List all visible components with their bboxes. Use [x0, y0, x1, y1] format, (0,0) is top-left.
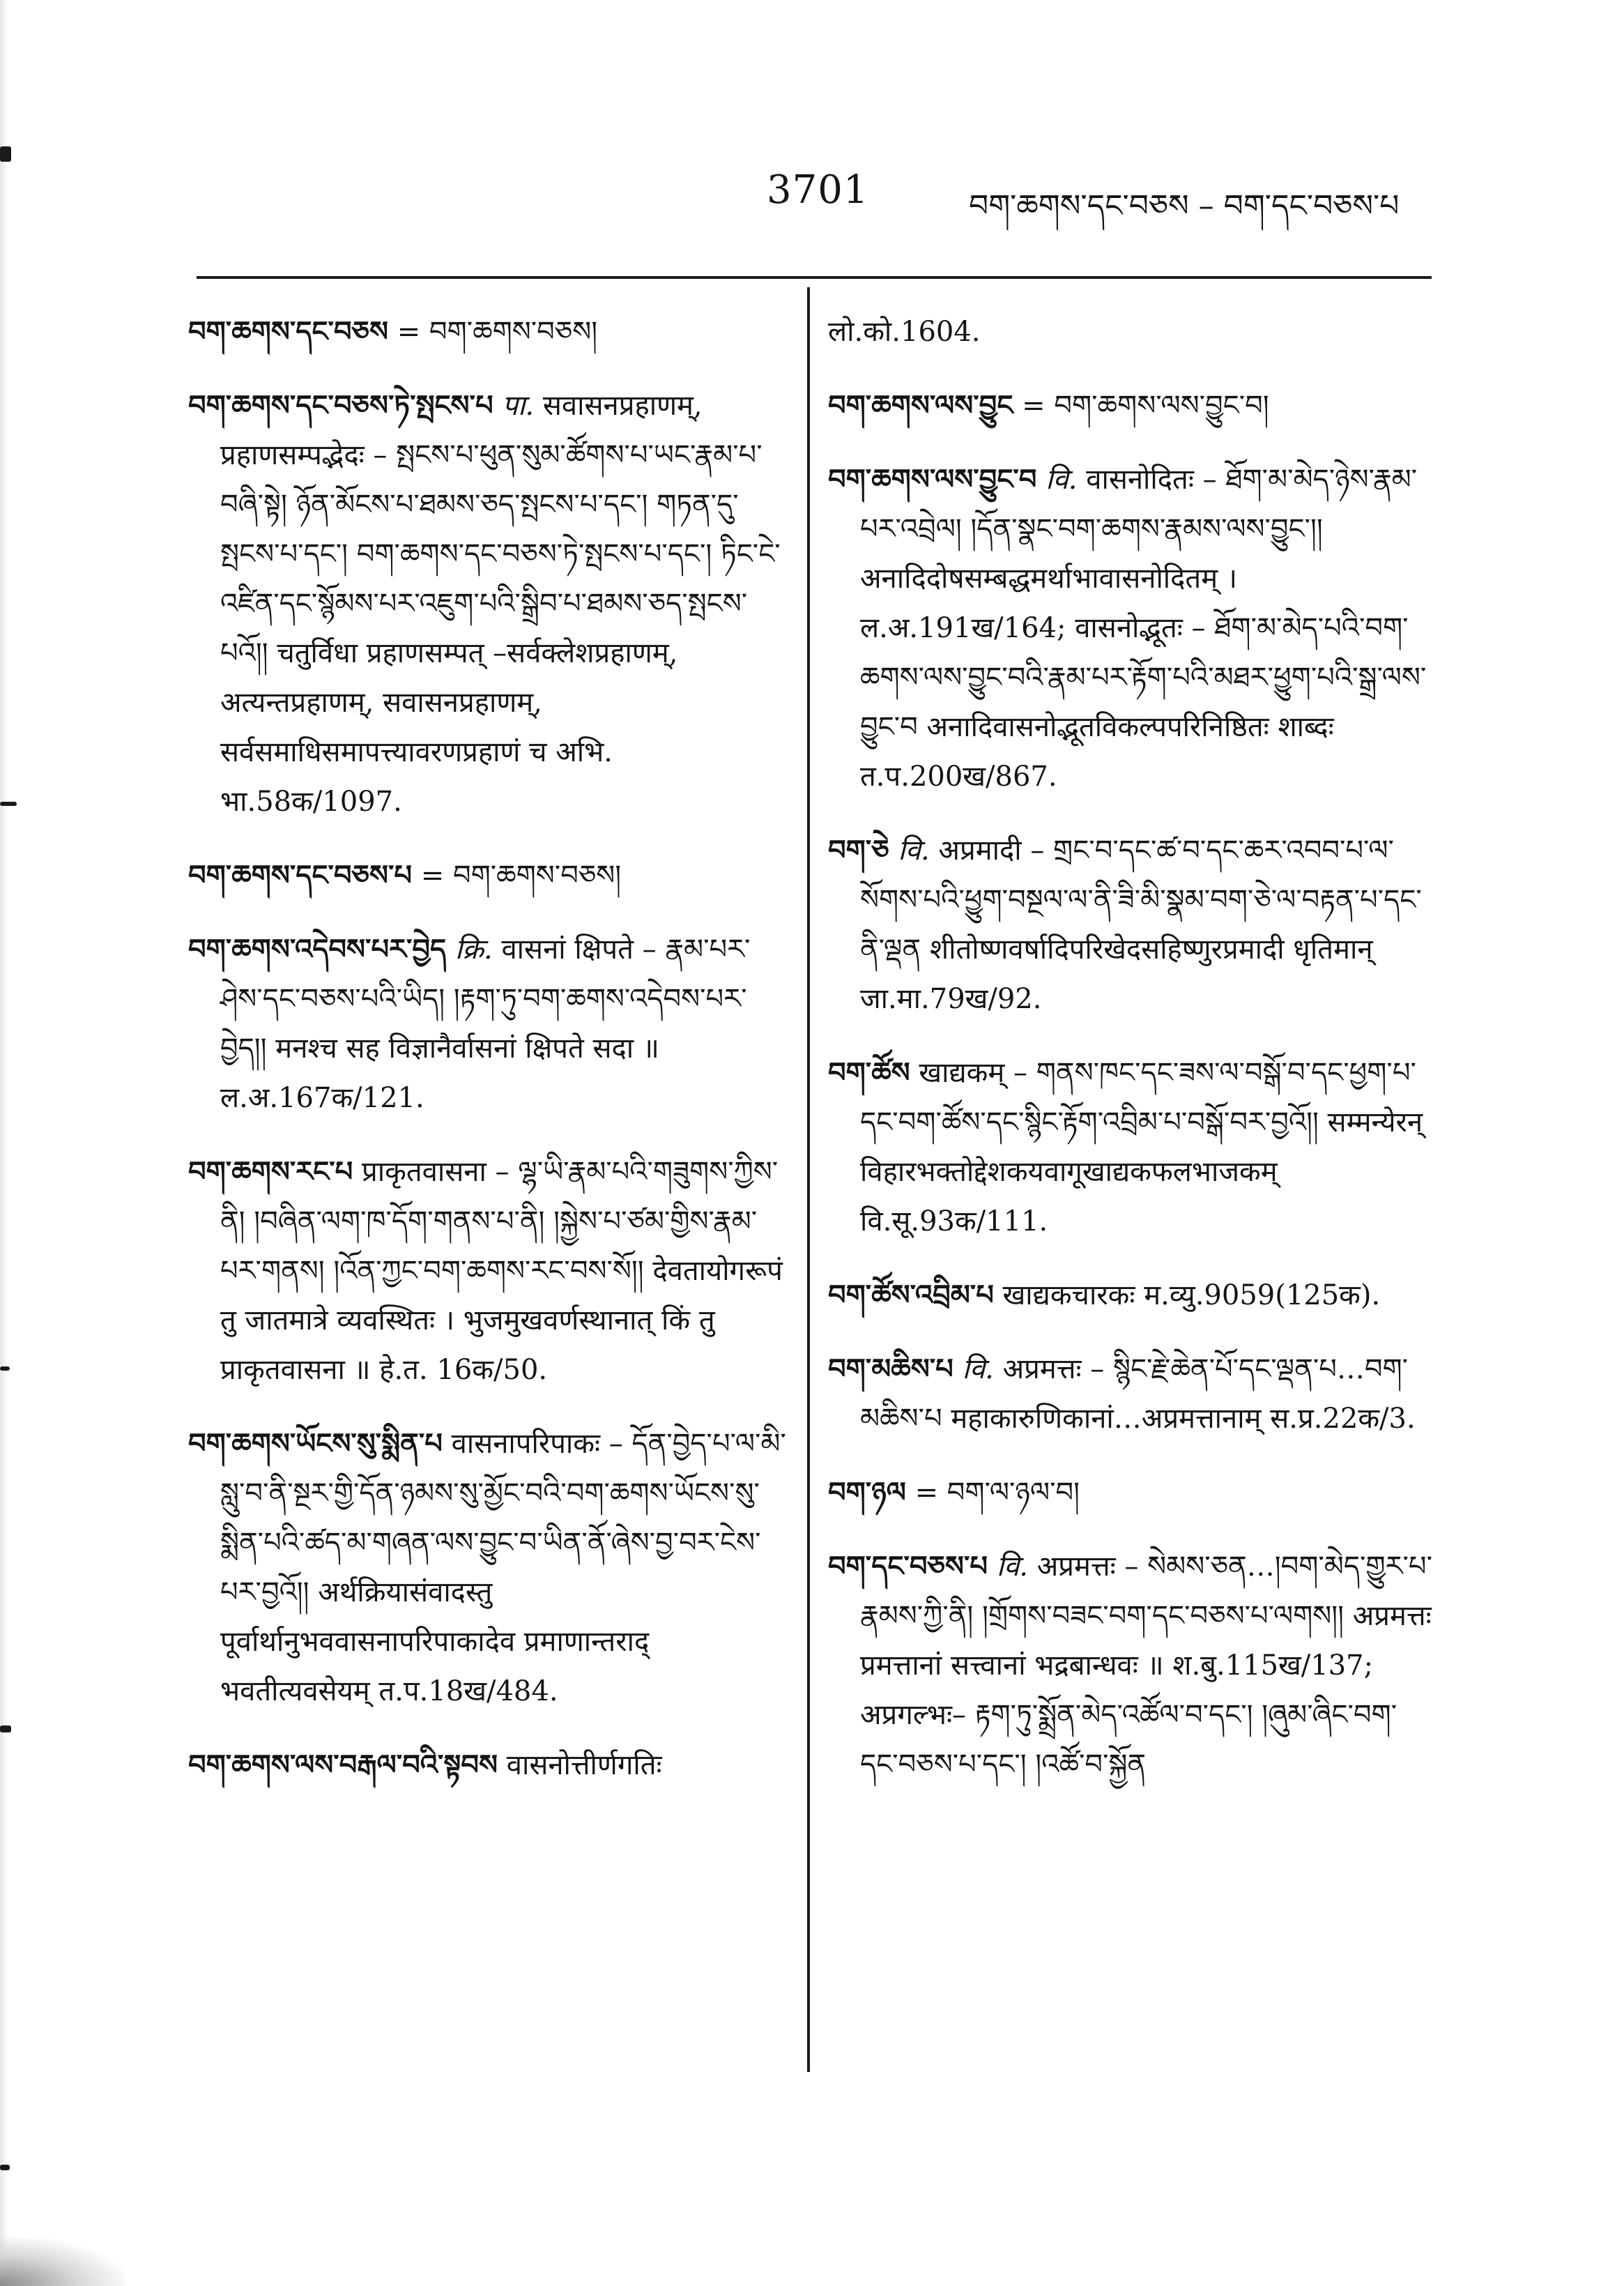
entry-headword: བག་ཉལ — [828, 1476, 906, 1509]
entry-headword: བག་ཆགས་འདེབས་པར་བྱེད — [188, 933, 447, 966]
dictionary-entry — [828, 825, 1434, 1024]
entry-headword: བག་ཆགས་རང་པ — [188, 1155, 353, 1188]
entry-definition: खाद्यकचारकः म.व्यु.9059(125क). — [1002, 1279, 1381, 1311]
dictionary-entry — [188, 307, 788, 357]
dictionary-entry — [188, 1419, 788, 1716]
entry-grammar-tag: क्रि. — [454, 934, 493, 966]
entry-headword: བག་ཆགས་དང་བཅས་ཏེ་སྤངས་པ — [188, 389, 493, 422]
left-column — [188, 307, 788, 1814]
entry-headword: བག་དང་བཅས་པ — [828, 1550, 988, 1583]
entry-headword: བག་ཆགས་དང་བཅས — [188, 315, 388, 348]
entry-definition: अप्रमत्तः – སྙིང་རྗེ་ཆེན་པོ་དང་ལྡན་པ…བག་མཆིས་པ महाकारुणिकानां…अप्रमत्तानाम् स.प्र.22क/3. — [860, 1353, 1416, 1435]
margin-speck — [0, 802, 17, 806]
dictionary-entry — [188, 381, 788, 827]
dictionary-entry — [828, 1048, 1434, 1247]
scan-edge-shading — [0, 0, 8, 2286]
dictionary-entry — [188, 924, 788, 1123]
entry-definition: सवासनप्रहाणम्, प्रहाणसम्पद्भेदः – སྤངས་པ་ཕུན་སུམ་ཚོགས་པ་ཡང་རྣམ་པ་བཞི་སྟེ། ཉོན་མོངས་པ་ཐམས་ཅད་སྤངས་པ་དང༌། གཏན་དུ་སྤངས་པ་དང༌། བག་ཆགས་དང་བཅས་ཏེ་སྤངས་པ་དང༌། ཏིང་ངེ་འཛིན་དང་སྙོམས་པར་འཇུག་པའི་སྒྲིབ་པ་ཐམས་ཅད་སྤངས་པའོ།། चतुर्विधा प्रहाणसम्पत् –सर्वक्लेशप्रहाणम्, अत्यन्तप्रहाणम्, सवासनप्रहाणम्, सर्वसमाधिसमापत्त्यावरणप्रहाणं च अभि. भा.58क/1097. — [220, 390, 781, 818]
entry-definition: अप्रमादी – གྲང་བ་དང་ཚ་བ་དང་ཆར་འབབ་པ་ལ་སོགས་པའི་ཕྱུག་བསྔལ་ལ་ནི་ཟི་མི་སྣམ་བག་ཅེ་ལ་བརྟན་པ་དང་ནི་ལྡན शीतोष्णवर्षादिपरिखेदसहिष्णुरप्रमादी धृतिमान् जा.मा.79ख/92. — [860, 835, 1422, 1015]
entry-definition: = བག་ཆགས་བཅས། — [420, 860, 622, 892]
entry-definition: वासनां क्षिपते – རྣམ་པར་ཤེས་དང་བཅས་པའི་ཡིད། །རྟག་ཏུ་བག་ཆགས་འདེབས་པར་བྱེད།། मनश्च सह विज्ञानैर्वासनां क्षिपते सदा ॥ ल.अ.167क/121. — [220, 934, 751, 1114]
dictionary-entry — [828, 455, 1434, 802]
margin-speck — [0, 1366, 10, 1371]
page-number: 3701 — [767, 167, 869, 213]
dictionary-entry — [828, 1270, 1434, 1320]
margin-speck — [0, 1725, 11, 1732]
page-header — [0, 162, 1624, 224]
entry-grammar-tag: वि. — [996, 1550, 1029, 1583]
entry-definition: प्राकृतवासना – ལྷ་ཡི་རྣམ་པའི་གཟུགས་ཀྱིས་ནི། །བཞིན་ལག་ཁ་དོག་གནས་པ་ནི། །སྐྱེས་པ་ཙམ་གྱིས་རྣམ་པར་གནས། །འོན་ཀྱང་བག་ཆགས་རང་བས་སོ།། देवतायोगरूपं तु जातमात्रे व्यवस्थितः । भुजमुखवर्णस्थानात् किं तु प्राकृतवासना ॥ हे.त. 16क/50. — [220, 1156, 783, 1386]
entry-definition: = བག་ལ་ཉལ་བ། — [914, 1477, 1080, 1509]
entry-headword: བག་ཚོས་འབྲིམ་པ — [828, 1279, 994, 1311]
entry-definition: = བག་ཆགས་བཅས། — [397, 316, 598, 348]
entry-definition: = བག་ཆགས་ལས་བྱུང་བ། — [1022, 390, 1269, 422]
entry-grammar-tag: वि. — [898, 835, 930, 867]
entry-grammar-tag: वि. — [962, 1353, 994, 1385]
dictionary-entry — [828, 307, 1434, 357]
entry-definition: खाद्यकम् – གནས་ཁང་དང་ཟས་ལ་བསྒོ་བ་དང་ཕྱག་པ་དང་བག་ཚོས་དང་སྙིང་རྟོག་འབྲིམ་པ་བསྒོ་བར་བྱའོ།། सम्मन्येरन् विहारभक्तोद्देशकयवागूखाद्यकफलभाजकम् वि.सू.93क/111. — [860, 1057, 1423, 1237]
entry-headword: བག་ཆགས་ལས་བརྒལ་བའི་སྟབས — [188, 1748, 498, 1781]
entry-headword: བག་ཆགས་ལས་བྱུང་བ — [828, 463, 1037, 496]
dictionary-entry — [188, 1147, 788, 1395]
dictionary-entry — [828, 1344, 1434, 1444]
entry-definition: वासनोदितः – ཐོག་མ་མེད་ཉེས་རྣམ་པར་འབྲེལ། །དོན་སྣང་བག་ཆགས་རྣམས་ལས་བྱུང་།། अनादिदोषसम्बद्धमर्थाभावासनोदितम् । ल.अ.191ख/164; वासनोद्भूतः – ཐོག་མ་མེད་པའི་བག་ཆགས་ལས་བྱུང་བའི་རྣམ་པར་རྟོག་པའི་མཐར་ཕྱུག་པའི་སྒྲ་ལས་བྱུང་བ अनादिवासनोद्भूतविकल्पपरिनिष्ठितः शाब्दः त.प.200ख/867. — [860, 464, 1427, 793]
dictionary-entry — [828, 381, 1434, 431]
entry-headword: བག་ཚོས — [828, 1056, 910, 1089]
entry-grammar-tag: पा. — [502, 390, 535, 422]
entry-headword: བག་ཆགས་ཡོངས་སུ་སྨིན་པ — [188, 1427, 443, 1460]
entry-definition: वासनोत्तीर्णगतिः — [506, 1749, 662, 1781]
running-head: བག་ཆགས་དང་བཅས – བག་དང་བཅས་པ — [969, 188, 1400, 224]
column-divider — [807, 287, 810, 2072]
margin-speck — [0, 146, 11, 162]
dictionary-entry — [188, 1740, 788, 1790]
dictionary-entry — [828, 1468, 1434, 1518]
entry-grammar-tag: वि. — [1045, 464, 1078, 496]
dictionary-entry — [188, 851, 788, 901]
entry-headword: བག་ཅེ — [828, 834, 889, 867]
entry-headword: བག་ཆགས་ལས་བྱུང — [828, 389, 1013, 422]
entry-definition: लो.को.1604. — [828, 316, 981, 348]
right-column — [828, 307, 1434, 1813]
entry-definition: वासनापरिपाकः – དོན་བྱེད་པ་ལ་མི་སླུ་བ་ནི་སྔར་གྱི་དོན་ཉམས་སུ་མྱོང་བའི་བག་ཆགས་ཡོངས་སུ་སྨིན་པའི་ཚད་མ་གཞན་ལས་བྱུང་བ་ཡིན་ནོ་ཞེས་བྱ་བར་ངེས་པར་བྱའོ།། अर्थक्रियासंवादस्तु पूर्वार्थानुभववासनापरिपाकादेव प्रमाणान्तराद् भवतीत्यवसेयम् त.प.18ख/484. — [220, 1428, 786, 1707]
corner-smudge — [0, 2237, 125, 2286]
entry-headword: བག་མཆིས་པ — [828, 1352, 953, 1385]
entry-definition: अप्रमत्तः – སེམས་ཅན…།བག་མེད་གྱུར་པ་རྣམས་ཀྱི་ནི། །གྲོགས་བཟང་བག་དང་བཅས་པ་ལགས།། अप्रमत्तः प्रमत्तानां सत्त्वानां भद्रबान्धवः ॥ श.बु.115ख/137; अप्रगल्भः– རྟག་ཏུ་སྨྲོན་མེད་འཚོལ་བ་དང༌། །ཞུམ་ཞིང་བག་དང་བཅས་པ་དང༌། །འཚོ་བ་སྐྱོན — [860, 1550, 1432, 1781]
dictionary-entry — [828, 1541, 1434, 1790]
margin-speck — [0, 2165, 10, 2170]
entry-headword: བག་ཆགས་དང་བཅས་པ — [188, 859, 412, 892]
header-rule — [197, 276, 1432, 279]
